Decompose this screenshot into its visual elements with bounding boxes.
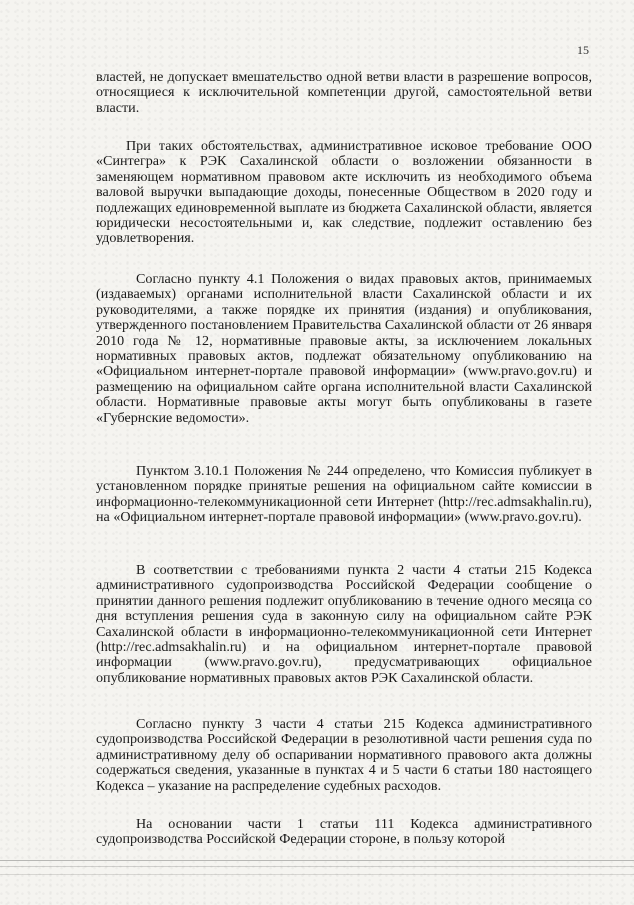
paragraph-5: В соответствии с требованиями пункта 2 части 4 статьи 215 Кодекса административного судопроизводства Российской Федерации сообщение о принятии данного решения подлежит опубликованию в течение одного месяца со дня вступления решения суда в законную силу на официальном сайте РЭК Сахалинской области в информационно-телекоммуникационной сети Интернет (http://rec.admsakhalin.ru) и на официальном интернет-портале правовой информации (www.pravo.gov.ru), предусматривающих официальное опубликование нормативных правовых актов РЭК Сахалинской области. bbox=[96, 562, 592, 686]
paragraph-4: Пунктом 3.10.1 Положения № 244 определено, что Комиссия публикует в установленном порядке принятые решения на официальном сайте комиссии в информационно-телекоммуникационной сети Интернет (http://rec.admsakhalin.ru), на «Официальном интернет-портале правовой информации» (www.pravo.gov.ru). bbox=[96, 463, 592, 526]
scan-edge-line bbox=[0, 866, 634, 867]
page-number: 15 bbox=[577, 43, 589, 57]
paragraph-1: властей, не допускает вмешательство одной ветви власти в разрешение вопросов, относящиеся к исключительной компетенции другой, самостоятельной ветви власти. bbox=[96, 69, 592, 116]
scan-edge-line bbox=[0, 860, 634, 861]
paragraph-2: При таких обстоятельствах, административное исковое требование ООО «Синтегра» к РЭК Сахалинской области о возложении обязанности в заменяющем нормативном правовом акте исключить из необходимого объема валовой выручки выпадающие доходы, понесенные Обществом в 2020 году и подлежащих единовременной выплате из бюджета Сахалинской области, является юридически несостоятельными и, как следствие, подлежит оставлению без удовлетворения. bbox=[96, 138, 592, 247]
paragraph-3: Согласно пункту 4.1 Положения о видах правовых актов, принимаемых (издаваемых) органами исполнительной власти Сахалинской области и их руководителями, а также порядке их принятия (издания) и опубликования, утвержденного постановлением Правительства Сахалинской области от 26 января 2010 года № 12, нормативные правовые акты, за исключением локальных нормативных правовых актов, подлежат обязательному опубликованию на «Официальном интернет-портале правовой информации» (www.pravo.gov.ru) и размещению на официальном сайте органа исполнительной власти Сахалинской области. Нормативные правовые акты могут быть опубликованы в газете «Губернские ведомости». bbox=[96, 271, 592, 426]
paragraph-6: Согласно пункту 3 части 4 статьи 215 Кодекса административного судопроизводства Российской Федерации в резолютивной части решения суда по административному делу об оспаривании нормативного правового акта должны содержаться сведения, указанные в пунктах 4 и 5 части 6 статьи 180 настоящего Кодекса – указание на распределение судебных расходов. bbox=[96, 716, 592, 794]
paragraph-7: На основании части 1 статьи 111 Кодекса административного судопроизводства Российской Федерации стороне, в пользу которой bbox=[96, 816, 592, 848]
scan-edge-line bbox=[0, 874, 634, 875]
